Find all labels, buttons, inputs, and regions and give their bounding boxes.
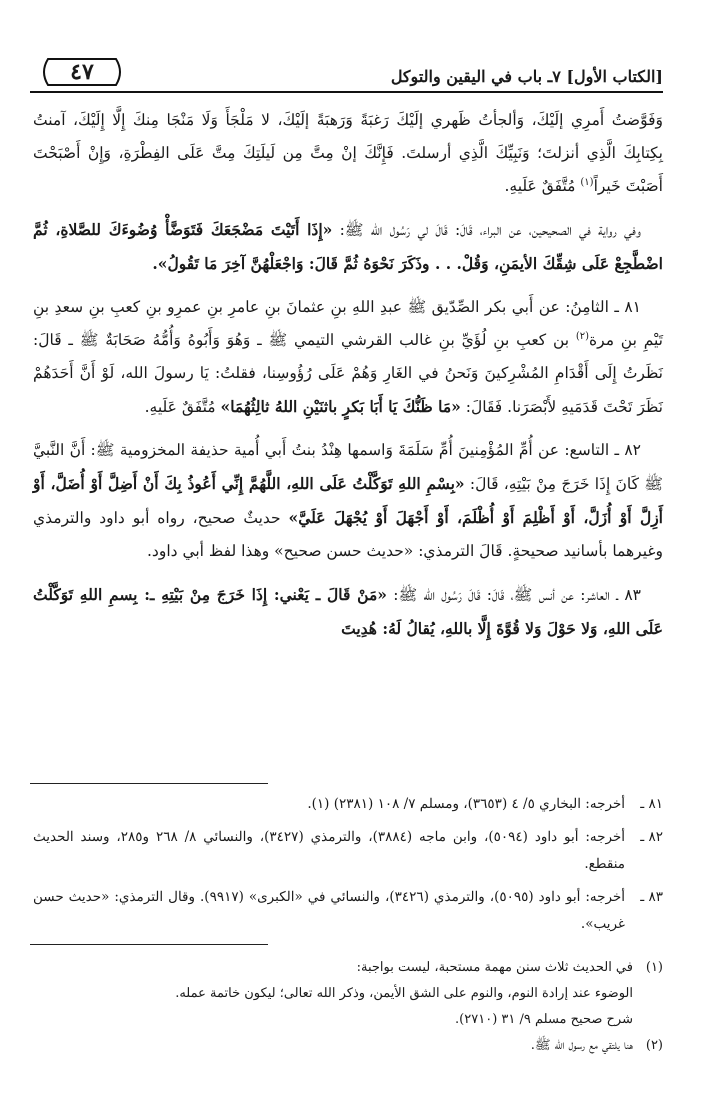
takhrij-text: أخرجه: البخاري ٥/ ٤ (٣٦٥٣)، ومسلم ٧/ ١٠٨ (٢٣٨١) (١). (307, 796, 625, 812)
takhrij-item (33, 824, 663, 878)
takhrij-text: أخرجه: أبو داود (٥٠٩٥)، والترمذي (٣٤٢٦)، والنسائي في «الكبرى» (٩٩١٧). وقال الترمذي: «حديث حسن غريب». (33, 889, 626, 932)
narration-text: بن كعبِ بنِ لُؤَيِّ بنِ غالب القرشي التيمي ﷺ ـ وَهُوَ وَأَبُوهُ وَأُمُّهُ صَحَابَةٌ ﷺ ـ قَالَ: نَظَرتُ إِلَى أَقْدَامِ المُشْرِكينَ وَنَحنُ في الغَارِ وَهُمْ عَلَى رُؤُوسِنا، فقلتُ: يَا رسولَ الله، لَوْ أَنَّ أَحَدَهُمْ نَظَرَ تَحْتَ قَدَمَيهِ لأَبْصَرَنا. فَقَالَ: (33, 331, 663, 416)
takhrij-divider (30, 783, 268, 784)
hadith-text: «إِذَا أَتَيْتَ مَضْجَعَكَ فَتَوَضَّأْ وُضُوءَكَ للصَّلاةِ، ثُمَّ اضْطَّجِعْ عَلَى شِقِّكَ الأيمَنِ، وَقُلْ. . . وذَكَرَ نَحْوَهُ ثُمَّ قَالَ: وَاجْعَلْهُنَّ آخِرَ مَا تَقُولُ». (33, 220, 663, 273)
footnote-ref: (١) (580, 176, 594, 188)
footnote-line: الوضوء عند إرادة النوم، والنوم على الشق الأيمن، وذكر الله تعالى؛ ليكون خاتمة عمله. (175, 986, 633, 1001)
paragraph-2 (33, 213, 663, 281)
footnote-divider (30, 944, 268, 945)
narration-intro: وفي رواية في الصحيحين، عن البراء، قَالَ: قَالَ لي رَسُول الله ﷺ: (332, 221, 641, 239)
footnote-item (33, 955, 663, 1033)
hadith-text: «مَا ظَنُّكَ يَا أَبَا بَكرٍ باثنَيْنِ اللهُ ثالِثُهُمَا» (220, 397, 461, 416)
footnote-line: في الحديث ثلاث سنن مهمة مستحبة، ليست بواجبة: (356, 960, 633, 975)
footnote-line: هنا يلتقي مع رسول الله ﷺ. (530, 1038, 633, 1053)
hadith-text: «بِسْمِ اللهِ تَوَكَّلْتُ عَلَى اللهِ، اللَّهُمَّ إِنِّي أَعُوذُ بِكَ أَنْ أَضِلَّ أَوْ أُضَلَّ، أَوْ أَزِلَّ أَوْ أُزَلَّ، أَوْ أَظْلِمَ أَوْ أُظْلَمَ، أَوْ أَجْهَلَ أَوْ يُجْهَلَ عَلَيَّ» (33, 474, 663, 527)
takhrij-number: ٨١ ـ (640, 796, 663, 812)
footnote-ref: (٢) (575, 330, 590, 342)
footnote-item (33, 1033, 663, 1059)
paragraph-1 (33, 104, 663, 203)
page-number: ٤٧ (70, 59, 94, 85)
takhrij-text: أخرجه: أبو داود (٥٠٩٤)، وابن ماجه (٣٨٨٤)، والترمذي (٣٤٢٧)، والنسائي ٨/ ٢٦٨ و٢٨٥، وسند الحديث منقطع. (33, 829, 626, 872)
takhrij-notes (33, 791, 663, 944)
paragraph-3 (33, 291, 663, 424)
takhrij-item (33, 884, 663, 938)
header-divider (30, 91, 663, 93)
footnote-number: (٢) (645, 1038, 663, 1053)
takhrij-item (33, 791, 663, 818)
paragraph-4 (33, 434, 663, 568)
takhrij-number: ٨٢ ـ (640, 829, 663, 845)
page-header (30, 55, 663, 95)
hadith-text: «مَنْ قَالَ ـ يَعْني: إِذَا خَرَجَ مِنْ بَيْتِهِ ـ: بِسمِ اللهِ تَوَكَّلْتُ عَلَى اللهِ، وَلا حَوْلَ وَلا قُوَّةَ إِلَّا باللهِ، يُقالُ لَهُ: هُدِيتَ (33, 585, 663, 638)
paragraph-5 (33, 578, 663, 646)
page-number-badge (38, 57, 126, 87)
narration-intro: ٨٣ ـ العاشر: عن أنس ﷺ، قَالَ: قَالَ رَسُول الله ﷺ: (386, 586, 641, 604)
main-text (33, 104, 663, 656)
narration-intro: ٨١ ـ الثامِنُ: عن أَبي بكر الصِّدّيق ﷺ عبدِ اللهِ بنِ عثمانَ بنِ عامرِ بنِ عمرِو بنِ كعبِ بنِ سعدِ بنِ تَيْمِ بنِ مرة (33, 298, 664, 349)
hadith-text: وَفَوَّضتُ أَمرِي إلَيْكَ، وَألجأتُ ظَهري إلَيْكَ رَغبَةً وَرَهبَةً إلَيْكَ، لا مَلْجَأَ وَلَا مَنْجَا مِنكَ إِلَّا إِلَيْكَ، آمنتُ بِكِتابِكَ الَّذِي أنزلتَ؛ وَنَبِيِّكَ الَّذِي أرسلتَ. فَإِنَّكَ إنْ مِتَّ مِن لَيلَتِكَ مِتَّ عَلَى الفِطْرَةِ، وَإِنْ أَصْبَحْتَ أَصَبْتَ خَيراً (33, 111, 663, 195)
footnote-text (33, 955, 633, 1033)
footnote-text (33, 1033, 633, 1059)
chapter-title: [الكتاب الأول] ٧ـ باب في اليقين والتوكل (390, 67, 663, 86)
source-note: مُتَّفَقٌ عَلَيهِ. (144, 398, 221, 416)
takhrij-number: ٨٣ ـ (640, 889, 663, 905)
footnotes (33, 955, 663, 1059)
narration-intro: ٨٢ ـ التاسع: عن أُمِّ المُؤْمِنينَ أُمِّ سَلَمَةَ وَاسمها هِنْدُ بنتُ أَبي أُمية حذيفة المخزومية ﷺ: أَنَّ النَّبيَّ ﷺ كَانَ إِذَا خَرَجَ مِنْ بَيْتِهِ، قَالَ: (33, 441, 663, 493)
footnote-line: شرح صحيح مسلم ٩/ ٣١ (٢٧١٠). (455, 1012, 633, 1027)
source-note: حديثٌ صحيح، رواه أبو داود والترمذي وغيرهما بأسانيد صحيحةٍ. قَالَ الترمذي: «حديث حسن صحيح» وهذا لفظ أبي داود. (33, 509, 663, 560)
footnote-number: (١) (645, 960, 663, 975)
source-note: مُتَّفَقٌ عَلَيهِ. (504, 177, 581, 195)
